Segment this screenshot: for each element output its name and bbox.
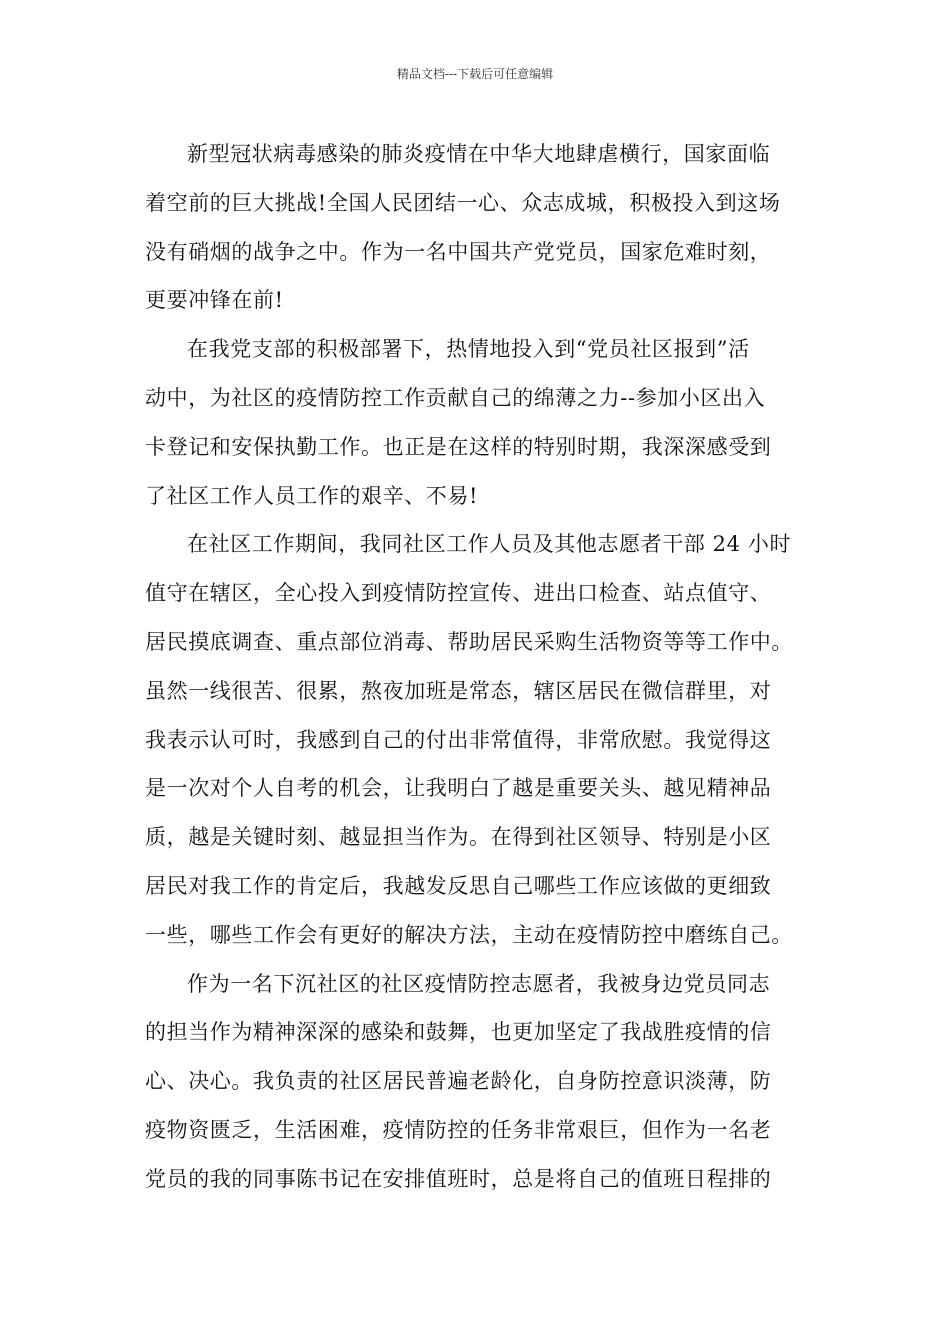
paragraph-3-line-7: 质，越是关键时刻、越显担当作为。在得到社区领导、特别是小区	[145, 825, 772, 850]
paragraph-3-line-1: 在社区工作期间，我同社区工作人员及其他志愿者干部 24 小时	[187, 532, 792, 557]
paragraph-4-line-5: 党员的我的同事陈书记在安排值班时，总是将自己的值班日程排的	[145, 1166, 772, 1191]
paragraph-3-line-4: 虽然一线很苦、很累，熬夜加班是常态，辖区居民在微信群里，对	[145, 678, 772, 703]
page-header: 精品文档---下载后可任意编辑	[396, 67, 554, 81]
paragraph-2-line-2: 动中，为社区的疫情防控工作贡献自己的绵薄之力--参加小区出入	[145, 385, 766, 410]
paragraph-4-line-1: 作为一名下沉社区的社区疫情防控志愿者，我被身边党员同志	[187, 971, 771, 996]
paragraph-1-line-2: 着空前的巨大挑战!全国人民团结一心、众志成城，积极投入到这场	[145, 190, 781, 215]
paragraph-1-line-1: 新型冠状病毒感染的肺炎疫情在中华大地肆虐横行，国家面临	[187, 142, 771, 166]
paragraph-4-line-2: 的担当作为精神深深的感染和鼓舞，也更加坚定了我战胜疫情的信	[145, 1020, 772, 1045]
paragraph-4-line-3: 心、决心。我负责的社区居民普遍老龄化，自身防控意识淡薄，防	[145, 1069, 772, 1094]
paragraph-3-line-5: 我表示认可时，我感到自己的付出非常值得，非常欣慰。我觉得这	[145, 727, 772, 752]
paragraph-3-line-9: 一些，哪些工作会有更好的解决方法，主动在疫情防控中磨练自己。	[145, 922, 793, 947]
document-body	[145, 130, 813, 1204]
paragraph-1-line-4: 更要冲锋在前!	[145, 288, 284, 313]
paragraph-2-line-4: 了社区工作人员工作的艰辛、不易!	[145, 483, 479, 508]
paragraph-3-line-8: 居民对我工作的肯定后，我越发反思自己哪些工作应该做的更细致	[145, 873, 772, 898]
paragraph-3-line-6: 是一次对个人自考的机会，让我明白了越是重要关头、越见精神品	[145, 776, 772, 801]
paragraph-2-line-1: 在我党支部的积极部署下，热情地投入到“党员社区报到”活	[187, 337, 750, 362]
paragraph-2-line-3: 卡登记和安保执勤工作。也正是在这样的特别时期，我深深感受到	[145, 434, 772, 459]
paragraph-3-line-3: 居民摸底调查、重点部位消毒、帮助居民采购生活物资等等工作中。	[145, 629, 793, 654]
paragraph-1-line-3: 没有硝烟的战争之中。作为一名中国共产党党员，国家危难时刻，	[145, 239, 772, 264]
paragraph-3-line-2: 值守在辖区，全心投入到疫情防控宣传、进出口检查、站点值守、	[145, 581, 772, 606]
paragraph-4-line-4: 疫物资匮乏，生活困难，疫情防控的任务非常艰巨，但作为一名老	[145, 1117, 772, 1142]
